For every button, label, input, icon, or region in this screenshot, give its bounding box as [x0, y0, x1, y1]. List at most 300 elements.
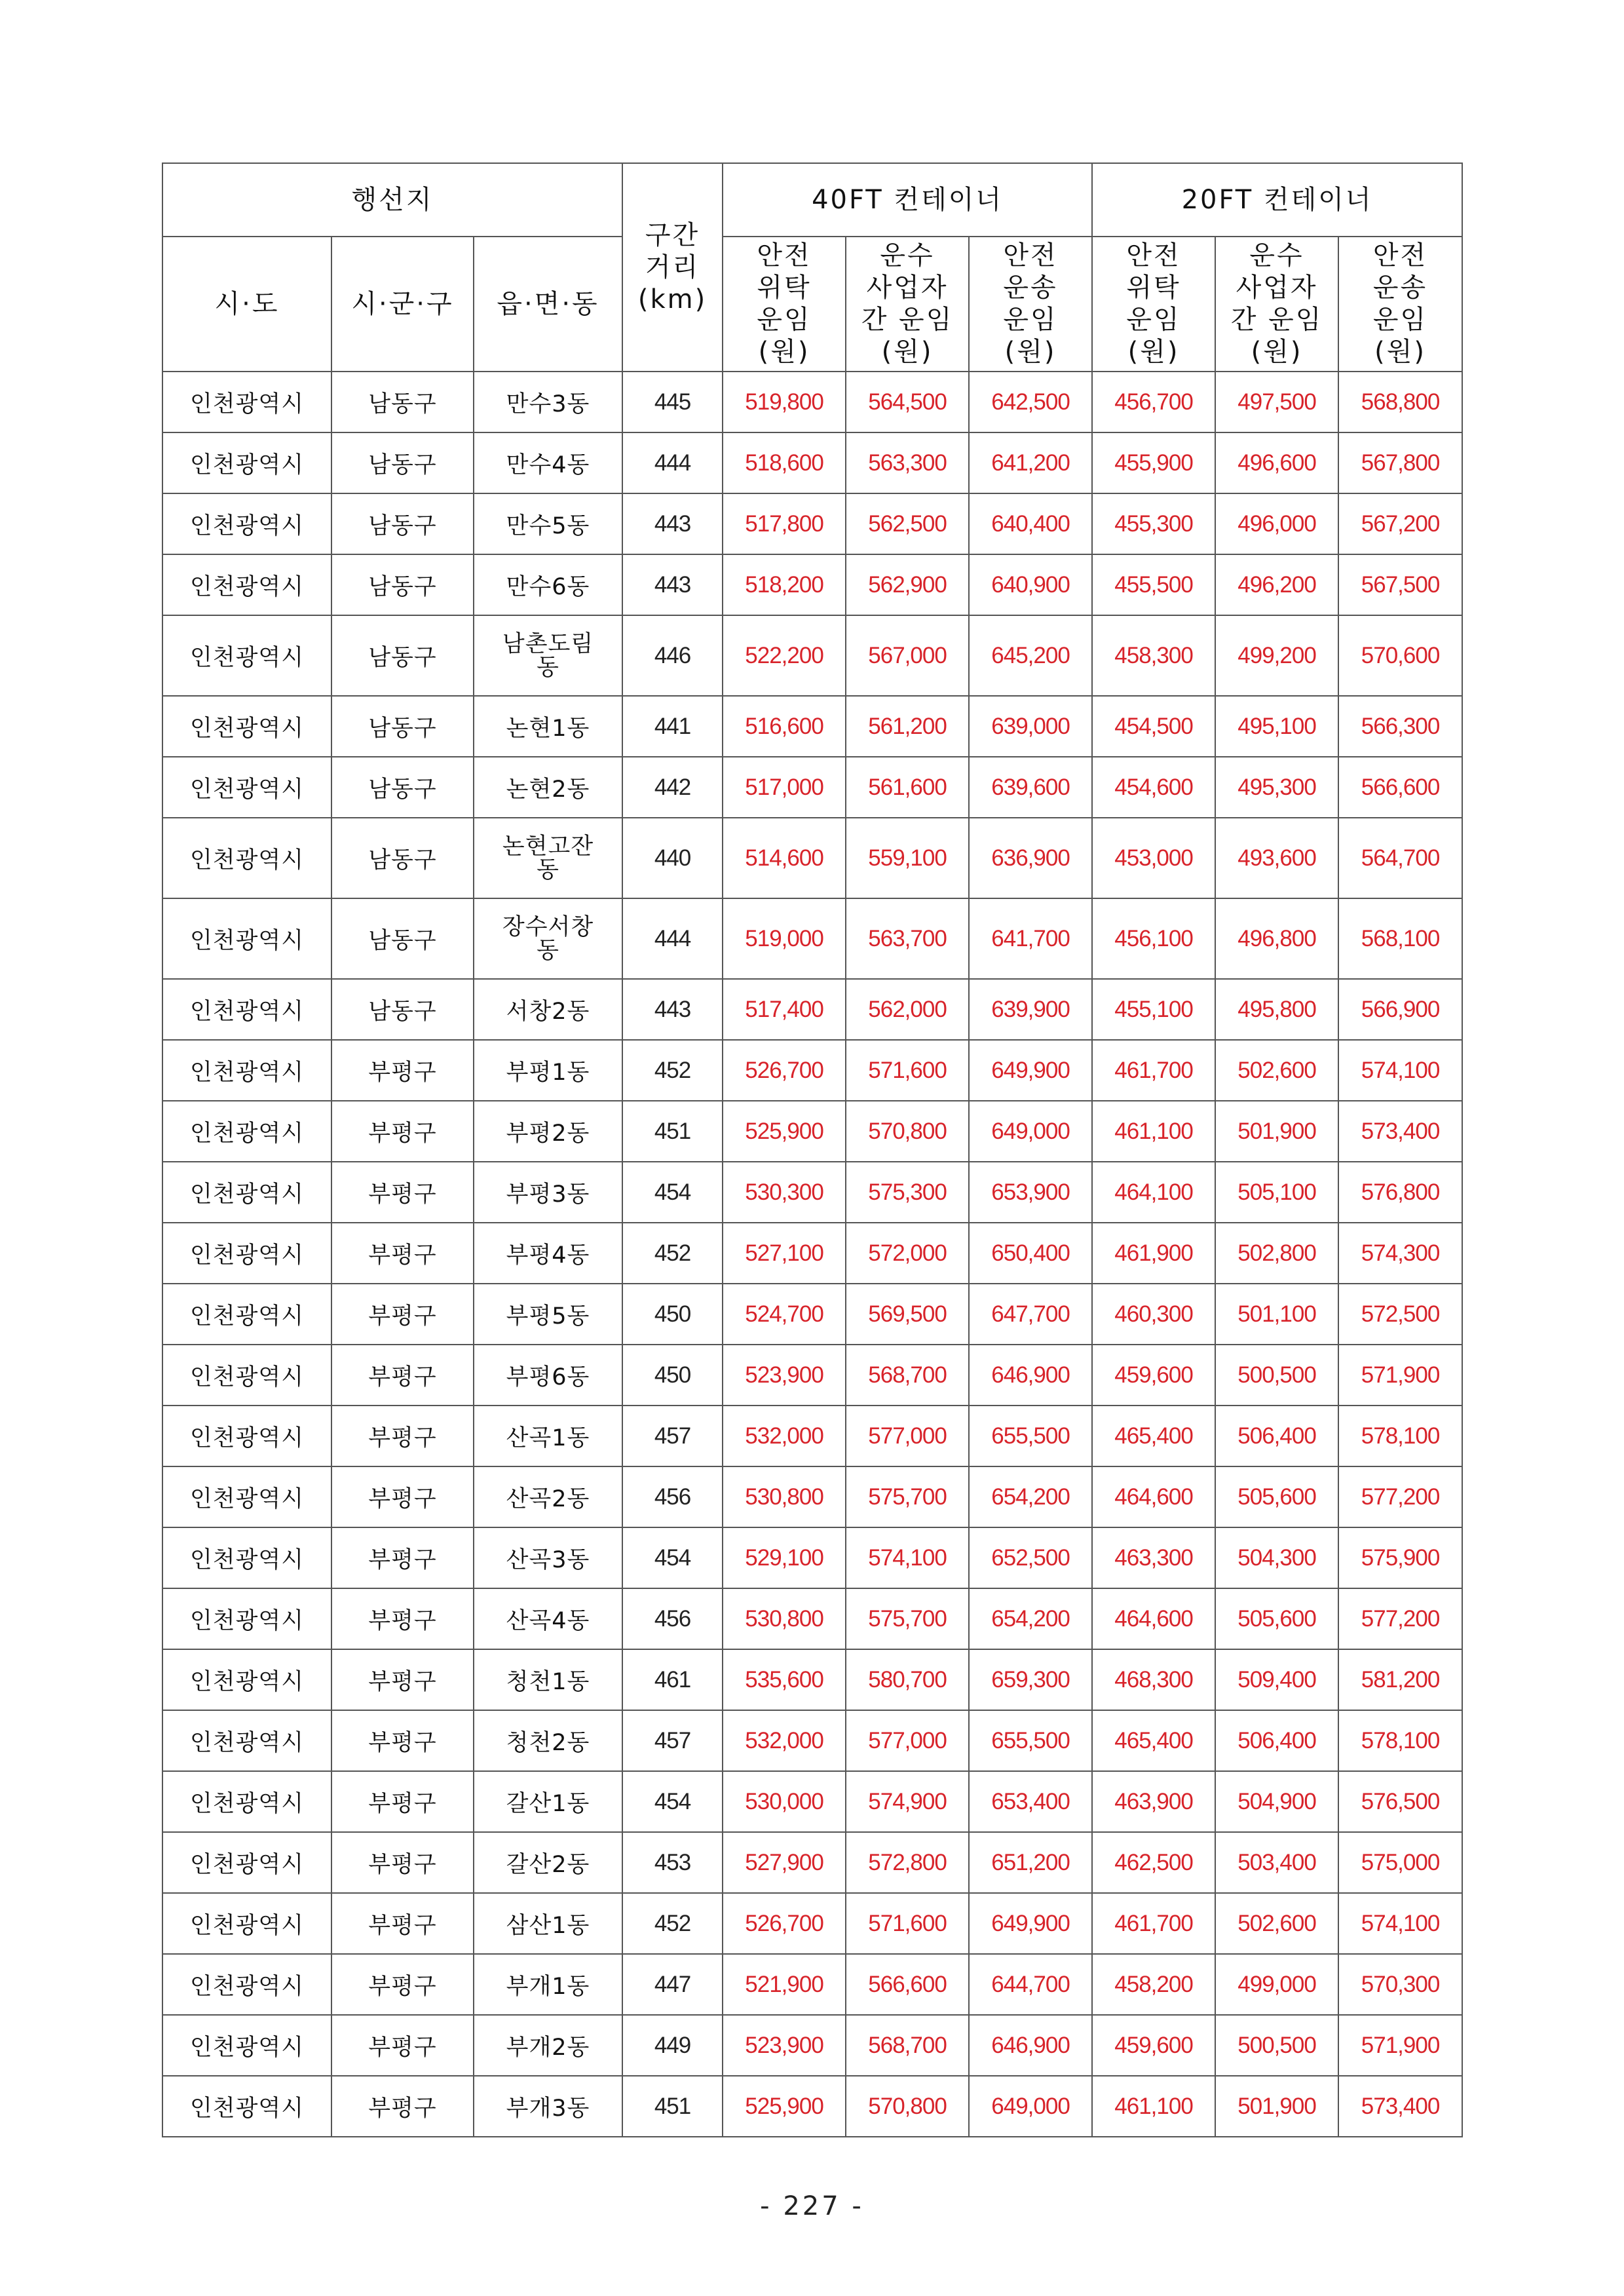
- cell-sido: 인천광역시: [162, 372, 331, 432]
- table-header: [162, 163, 1462, 372]
- cell-eupmyeondong: 만수4동: [474, 432, 622, 493]
- cell-40ft-inter-carrier-rate: 575,300: [846, 1162, 969, 1223]
- header-20ft-container: 20FT 컨테이너: [1092, 163, 1462, 237]
- cell-20ft-inter-carrier-rate: 501,100: [1215, 1284, 1338, 1345]
- cell-eupmyeondong: 부평1동: [474, 1040, 622, 1101]
- cell-20ft-safe-consignment-rate: 459,600: [1092, 1345, 1215, 1406]
- cell-sigungu: 남동구: [331, 372, 474, 432]
- cell-20ft-inter-carrier-rate: 502,600: [1215, 1893, 1338, 1954]
- cell-sigungu: 부평구: [331, 1710, 474, 1771]
- cell-sido: 인천광역시: [162, 554, 331, 615]
- cell-40ft-safe-transport-rate: 644,700: [969, 1954, 1092, 2015]
- cell-40ft-safe-consignment-rate: 517,800: [723, 493, 846, 554]
- cell-eupmyeondong: 부평2동: [474, 1101, 622, 1162]
- cell-sigungu: 부평구: [331, 1832, 474, 1893]
- cell-sigungu: 부평구: [331, 1345, 474, 1406]
- cell-20ft-safe-transport-rate: 566,600: [1338, 757, 1462, 818]
- cell-40ft-safe-consignment-rate: 532,000: [723, 1710, 846, 1771]
- cell-eupmyeondong: 만수6동: [474, 554, 622, 615]
- header-20ft-inter-carrier-rate: 운수 사업자 간 운임 (원): [1215, 237, 1338, 372]
- cell-40ft-safe-consignment-rate: 519,800: [723, 372, 846, 432]
- cell-20ft-inter-carrier-rate: 505,600: [1215, 1466, 1338, 1527]
- cell-20ft-inter-carrier-rate: 500,500: [1215, 1345, 1338, 1406]
- cell-distance-km: 450: [622, 1284, 723, 1345]
- table-row: [162, 554, 1462, 615]
- cell-20ft-safe-consignment-rate: 461,700: [1092, 1040, 1215, 1101]
- cell-sigungu: 부평구: [331, 1588, 474, 1649]
- table-row: [162, 1954, 1462, 2015]
- cell-sido: 인천광역시: [162, 1954, 331, 2015]
- cell-20ft-safe-transport-rate: 571,900: [1338, 2015, 1462, 2076]
- cell-sigungu: 남동구: [331, 696, 474, 757]
- cell-20ft-safe-transport-rate: 572,500: [1338, 1284, 1462, 1345]
- cell-20ft-inter-carrier-rate: 497,500: [1215, 372, 1338, 432]
- cell-20ft-inter-carrier-rate: 506,400: [1215, 1406, 1338, 1466]
- table-row: [162, 1406, 1462, 1466]
- cell-40ft-safe-consignment-rate: 521,900: [723, 1954, 846, 2015]
- cell-20ft-safe-transport-rate: 567,800: [1338, 432, 1462, 493]
- table-body: [162, 372, 1462, 2137]
- cell-sido: 인천광역시: [162, 1466, 331, 1527]
- cell-distance-km: 452: [622, 1223, 723, 1284]
- table-row: [162, 1466, 1462, 1527]
- cell-distance-km: 449: [622, 2015, 723, 2076]
- cell-sigungu: 남동구: [331, 979, 474, 1040]
- cell-20ft-safe-consignment-rate: 461,700: [1092, 1893, 1215, 1954]
- cell-40ft-safe-transport-rate: 642,500: [969, 372, 1092, 432]
- cell-20ft-safe-consignment-rate: 468,300: [1092, 1649, 1215, 1710]
- cell-20ft-safe-consignment-rate: 456,700: [1092, 372, 1215, 432]
- cell-eupmyeondong: 산곡2동: [474, 1466, 622, 1527]
- cell-20ft-inter-carrier-rate: 501,900: [1215, 2076, 1338, 2137]
- cell-sigungu: 부평구: [331, 1954, 474, 2015]
- cell-sido: 인천광역시: [162, 1771, 331, 1832]
- cell-20ft-safe-consignment-rate: 458,300: [1092, 615, 1215, 696]
- cell-sigungu: 남동구: [331, 818, 474, 898]
- cell-20ft-safe-transport-rate: 577,200: [1338, 1466, 1462, 1527]
- cell-20ft-safe-transport-rate: 576,500: [1338, 1771, 1462, 1832]
- cell-sido: 인천광역시: [162, 1527, 331, 1588]
- freight-rate-table: [162, 163, 1463, 2137]
- cell-20ft-inter-carrier-rate: 503,400: [1215, 1832, 1338, 1893]
- cell-sido: 인천광역시: [162, 818, 331, 898]
- header-distance: 구간 거리 (km): [622, 163, 723, 372]
- cell-sigungu: 남동구: [331, 554, 474, 615]
- cell-eupmyeondong: 청천2동: [474, 1710, 622, 1771]
- cell-20ft-inter-carrier-rate: 495,300: [1215, 757, 1338, 818]
- cell-20ft-safe-consignment-rate: 458,200: [1092, 1954, 1215, 2015]
- cell-eupmyeondong: 논현1동: [474, 696, 622, 757]
- cell-40ft-safe-transport-rate: 652,500: [969, 1527, 1092, 1588]
- table-row: [162, 1710, 1462, 1771]
- cell-40ft-safe-transport-rate: 655,500: [969, 1710, 1092, 1771]
- cell-40ft-safe-consignment-rate: 526,700: [723, 1893, 846, 1954]
- cell-20ft-safe-consignment-rate: 461,100: [1092, 2076, 1215, 2137]
- cell-20ft-inter-carrier-rate: 493,600: [1215, 818, 1338, 898]
- cell-20ft-safe-consignment-rate: 465,400: [1092, 1710, 1215, 1771]
- cell-20ft-safe-consignment-rate: 459,600: [1092, 2015, 1215, 2076]
- cell-20ft-safe-transport-rate: 575,900: [1338, 1527, 1462, 1588]
- cell-40ft-inter-carrier-rate: 575,700: [846, 1588, 969, 1649]
- cell-40ft-inter-carrier-rate: 568,700: [846, 1345, 969, 1406]
- cell-distance-km: 452: [622, 1893, 723, 1954]
- cell-distance-km: 457: [622, 1406, 723, 1466]
- cell-sigungu: 부평구: [331, 1466, 474, 1527]
- cell-40ft-inter-carrier-rate: 575,700: [846, 1466, 969, 1527]
- cell-distance-km: 454: [622, 1771, 723, 1832]
- cell-20ft-safe-consignment-rate: 453,000: [1092, 818, 1215, 898]
- table-row: [162, 1527, 1462, 1588]
- cell-20ft-inter-carrier-rate: 495,800: [1215, 979, 1338, 1040]
- cell-distance-km: 442: [622, 757, 723, 818]
- cell-20ft-safe-transport-rate: 566,300: [1338, 696, 1462, 757]
- cell-20ft-inter-carrier-rate: 499,000: [1215, 1954, 1338, 2015]
- cell-distance-km: 443: [622, 979, 723, 1040]
- cell-eupmyeondong: 청천1동: [474, 1649, 622, 1710]
- cell-40ft-safe-consignment-rate: 529,100: [723, 1527, 846, 1588]
- cell-40ft-safe-transport-rate: 659,300: [969, 1649, 1092, 1710]
- cell-20ft-safe-consignment-rate: 464,600: [1092, 1466, 1215, 1527]
- cell-40ft-safe-transport-rate: 649,000: [969, 2076, 1092, 2137]
- cell-sigungu: 부평구: [331, 1771, 474, 1832]
- cell-40ft-inter-carrier-rate: 574,100: [846, 1527, 969, 1588]
- cell-sido: 인천광역시: [162, 1223, 331, 1284]
- cell-20ft-safe-consignment-rate: 464,100: [1092, 1162, 1215, 1223]
- cell-20ft-inter-carrier-rate: 504,300: [1215, 1527, 1338, 1588]
- table-row: [162, 757, 1462, 818]
- cell-40ft-inter-carrier-rate: 564,500: [846, 372, 969, 432]
- cell-40ft-inter-carrier-rate: 569,500: [846, 1284, 969, 1345]
- cell-20ft-safe-transport-rate: 567,500: [1338, 554, 1462, 615]
- cell-40ft-safe-transport-rate: 647,700: [969, 1284, 1092, 1345]
- cell-20ft-inter-carrier-rate: 502,600: [1215, 1040, 1338, 1101]
- cell-40ft-safe-transport-rate: 646,900: [969, 1345, 1092, 1406]
- table-row: [162, 1771, 1462, 1832]
- cell-20ft-safe-consignment-rate: 456,100: [1092, 898, 1215, 979]
- cell-20ft-safe-consignment-rate: 455,300: [1092, 493, 1215, 554]
- cell-40ft-safe-consignment-rate: 514,600: [723, 818, 846, 898]
- cell-sido: 인천광역시: [162, 898, 331, 979]
- cell-distance-km: 456: [622, 1588, 723, 1649]
- cell-sido: 인천광역시: [162, 2076, 331, 2137]
- cell-40ft-safe-transport-rate: 641,700: [969, 898, 1092, 979]
- cell-sido: 인천광역시: [162, 1040, 331, 1101]
- cell-40ft-safe-consignment-rate: 523,900: [723, 2015, 846, 2076]
- header-eupmyeondong: 읍·면·동: [474, 237, 622, 372]
- cell-20ft-safe-consignment-rate: 461,900: [1092, 1223, 1215, 1284]
- cell-40ft-inter-carrier-rate: 563,700: [846, 898, 969, 979]
- cell-40ft-safe-transport-rate: 653,400: [969, 1771, 1092, 1832]
- header-40ft-safe-consignment-rate: 안전 위탁 운임 (원): [723, 237, 846, 372]
- cell-20ft-inter-carrier-rate: 501,900: [1215, 1101, 1338, 1162]
- cell-20ft-safe-consignment-rate: 455,900: [1092, 432, 1215, 493]
- cell-20ft-safe-transport-rate: 573,400: [1338, 1101, 1462, 1162]
- cell-40ft-safe-consignment-rate: 524,700: [723, 1284, 846, 1345]
- cell-20ft-safe-consignment-rate: 464,600: [1092, 1588, 1215, 1649]
- cell-eupmyeondong: 갈산1동: [474, 1771, 622, 1832]
- cell-40ft-inter-carrier-rate: 570,800: [846, 2076, 969, 2137]
- table-row: [162, 696, 1462, 757]
- header-20ft-safe-transport-rate: 안전 운송 운임 (원): [1338, 237, 1462, 372]
- cell-sigungu: 남동구: [331, 432, 474, 493]
- cell-40ft-safe-consignment-rate: 530,800: [723, 1588, 846, 1649]
- cell-sigungu: 부평구: [331, 1040, 474, 1101]
- cell-20ft-safe-consignment-rate: 460,300: [1092, 1284, 1215, 1345]
- cell-20ft-safe-consignment-rate: 463,900: [1092, 1771, 1215, 1832]
- cell-40ft-safe-transport-rate: 639,900: [969, 979, 1092, 1040]
- page-number: - 227 -: [760, 2191, 864, 2221]
- cell-sido: 인천광역시: [162, 757, 331, 818]
- cell-40ft-safe-transport-rate: 651,200: [969, 1832, 1092, 1893]
- cell-sido: 인천광역시: [162, 1162, 331, 1223]
- cell-40ft-safe-consignment-rate: 525,900: [723, 2076, 846, 2137]
- cell-20ft-safe-consignment-rate: 461,100: [1092, 1101, 1215, 1162]
- table-row: [162, 2076, 1462, 2137]
- cell-distance-km: 453: [622, 1832, 723, 1893]
- cell-20ft-inter-carrier-rate: 496,600: [1215, 432, 1338, 493]
- cell-40ft-safe-consignment-rate: 522,200: [723, 615, 846, 696]
- cell-40ft-safe-transport-rate: 653,900: [969, 1162, 1092, 1223]
- cell-eupmyeondong: 부개2동: [474, 2015, 622, 2076]
- cell-distance-km: 457: [622, 1710, 723, 1771]
- cell-40ft-inter-carrier-rate: 562,000: [846, 979, 969, 1040]
- cell-distance-km: 444: [622, 432, 723, 493]
- cell-eupmyeondong: 남촌도림 동: [474, 615, 622, 696]
- cell-20ft-inter-carrier-rate: 504,900: [1215, 1771, 1338, 1832]
- cell-20ft-safe-transport-rate: 570,600: [1338, 615, 1462, 696]
- cell-40ft-inter-carrier-rate: 562,900: [846, 554, 969, 615]
- cell-sido: 인천광역시: [162, 696, 331, 757]
- cell-40ft-inter-carrier-rate: 568,700: [846, 2015, 969, 2076]
- cell-20ft-safe-consignment-rate: 454,600: [1092, 757, 1215, 818]
- cell-40ft-safe-consignment-rate: 527,100: [723, 1223, 846, 1284]
- table-row: [162, 1040, 1462, 1101]
- table-row: [162, 432, 1462, 493]
- cell-20ft-inter-carrier-rate: 509,400: [1215, 1649, 1338, 1710]
- cell-20ft-safe-transport-rate: 578,100: [1338, 1710, 1462, 1771]
- table-row: [162, 979, 1462, 1040]
- cell-40ft-inter-carrier-rate: 561,600: [846, 757, 969, 818]
- cell-40ft-safe-consignment-rate: 527,900: [723, 1832, 846, 1893]
- cell-40ft-safe-transport-rate: 654,200: [969, 1588, 1092, 1649]
- cell-20ft-inter-carrier-rate: 502,800: [1215, 1223, 1338, 1284]
- cell-distance-km: 451: [622, 1101, 723, 1162]
- cell-distance-km: 443: [622, 554, 723, 615]
- cell-40ft-safe-transport-rate: 649,900: [969, 1893, 1092, 1954]
- cell-eupmyeondong: 장수서창 동: [474, 898, 622, 979]
- header-40ft-inter-carrier-rate: 운수 사업자 간 운임 (원): [846, 237, 969, 372]
- cell-sido: 인천광역시: [162, 1649, 331, 1710]
- cell-20ft-safe-transport-rate: 567,200: [1338, 493, 1462, 554]
- table-row: [162, 1345, 1462, 1406]
- cell-sigungu: 부평구: [331, 1284, 474, 1345]
- cell-sido: 인천광역시: [162, 1710, 331, 1771]
- table-row: [162, 1101, 1462, 1162]
- cell-20ft-safe-transport-rate: 570,300: [1338, 1954, 1462, 2015]
- cell-eupmyeondong: 만수3동: [474, 372, 622, 432]
- cell-distance-km: 440: [622, 818, 723, 898]
- cell-eupmyeondong: 부평6동: [474, 1345, 622, 1406]
- cell-40ft-safe-consignment-rate: 525,900: [723, 1101, 846, 1162]
- cell-40ft-inter-carrier-rate: 562,500: [846, 493, 969, 554]
- cell-20ft-safe-transport-rate: 574,100: [1338, 1893, 1462, 1954]
- header-20ft-safe-consignment-rate: 안전 위탁 운임 (원): [1092, 237, 1215, 372]
- cell-sido: 인천광역시: [162, 432, 331, 493]
- cell-40ft-safe-consignment-rate: 530,300: [723, 1162, 846, 1223]
- cell-sigungu: 부평구: [331, 1223, 474, 1284]
- cell-40ft-safe-consignment-rate: 517,400: [723, 979, 846, 1040]
- cell-sido: 인천광역시: [162, 1406, 331, 1466]
- table-row: [162, 372, 1462, 432]
- cell-sigungu: 부평구: [331, 1406, 474, 1466]
- cell-40ft-safe-transport-rate: 640,900: [969, 554, 1092, 615]
- cell-sigungu: 부평구: [331, 1527, 474, 1588]
- cell-40ft-safe-consignment-rate: 523,900: [723, 1345, 846, 1406]
- table-row: [162, 1223, 1462, 1284]
- cell-20ft-inter-carrier-rate: 500,500: [1215, 2015, 1338, 2076]
- cell-sigungu: 부평구: [331, 2076, 474, 2137]
- cell-sigungu: 부평구: [331, 2015, 474, 2076]
- cell-sigungu: 부평구: [331, 1893, 474, 1954]
- cell-sido: 인천광역시: [162, 493, 331, 554]
- cell-40ft-safe-consignment-rate: 530,800: [723, 1466, 846, 1527]
- cell-20ft-inter-carrier-rate: 496,000: [1215, 493, 1338, 554]
- cell-sigungu: 부평구: [331, 1162, 474, 1223]
- cell-20ft-safe-transport-rate: 568,100: [1338, 898, 1462, 979]
- cell-40ft-safe-transport-rate: 655,500: [969, 1406, 1092, 1466]
- cell-40ft-safe-transport-rate: 639,600: [969, 757, 1092, 818]
- cell-distance-km: 450: [622, 1345, 723, 1406]
- cell-20ft-safe-consignment-rate: 463,300: [1092, 1527, 1215, 1588]
- cell-eupmyeondong: 산곡3동: [474, 1527, 622, 1588]
- cell-40ft-safe-consignment-rate: 526,700: [723, 1040, 846, 1101]
- cell-40ft-inter-carrier-rate: 572,000: [846, 1223, 969, 1284]
- cell-20ft-safe-consignment-rate: 455,100: [1092, 979, 1215, 1040]
- cell-40ft-inter-carrier-rate: 566,600: [846, 1954, 969, 2015]
- cell-eupmyeondong: 부개1동: [474, 1954, 622, 2015]
- table-row: [162, 493, 1462, 554]
- table-row: [162, 1588, 1462, 1649]
- cell-20ft-safe-transport-rate: 577,200: [1338, 1588, 1462, 1649]
- cell-sigungu: 부평구: [331, 1649, 474, 1710]
- table-row: [162, 1832, 1462, 1893]
- cell-20ft-inter-carrier-rate: 499,200: [1215, 615, 1338, 696]
- cell-20ft-safe-transport-rate: 566,900: [1338, 979, 1462, 1040]
- cell-sigungu: 부평구: [331, 1101, 474, 1162]
- cell-40ft-safe-consignment-rate: 535,600: [723, 1649, 846, 1710]
- cell-distance-km: 446: [622, 615, 723, 696]
- cell-40ft-safe-transport-rate: 646,900: [969, 2015, 1092, 2076]
- cell-sido: 인천광역시: [162, 1284, 331, 1345]
- table-row: [162, 1649, 1462, 1710]
- cell-eupmyeondong: 논현고잔 동: [474, 818, 622, 898]
- cell-sigungu: 남동구: [331, 615, 474, 696]
- cell-40ft-safe-consignment-rate: 518,200: [723, 554, 846, 615]
- cell-distance-km: 454: [622, 1162, 723, 1223]
- cell-distance-km: 451: [622, 2076, 723, 2137]
- cell-40ft-inter-carrier-rate: 577,000: [846, 1406, 969, 1466]
- cell-20ft-safe-consignment-rate: 455,500: [1092, 554, 1215, 615]
- cell-40ft-inter-carrier-rate: 567,000: [846, 615, 969, 696]
- cell-40ft-inter-carrier-rate: 571,600: [846, 1893, 969, 1954]
- cell-eupmyeondong: 갈산2동: [474, 1832, 622, 1893]
- cell-20ft-inter-carrier-rate: 495,100: [1215, 696, 1338, 757]
- cell-40ft-inter-carrier-rate: 574,900: [846, 1771, 969, 1832]
- cell-eupmyeondong: 부평4동: [474, 1223, 622, 1284]
- header-sigungu: 시·군·구: [331, 237, 474, 372]
- cell-sigungu: 남동구: [331, 898, 474, 979]
- cell-40ft-safe-transport-rate: 650,400: [969, 1223, 1092, 1284]
- cell-40ft-safe-transport-rate: 640,400: [969, 493, 1092, 554]
- table-row: [162, 2015, 1462, 2076]
- header-40ft-safe-transport-rate: 안전 운송 운임 (원): [969, 237, 1092, 372]
- cell-eupmyeondong: 만수5동: [474, 493, 622, 554]
- cell-sido: 인천광역시: [162, 1345, 331, 1406]
- cell-40ft-inter-carrier-rate: 563,300: [846, 432, 969, 493]
- cell-40ft-safe-consignment-rate: 532,000: [723, 1406, 846, 1466]
- cell-20ft-inter-carrier-rate: 496,800: [1215, 898, 1338, 979]
- cell-20ft-safe-transport-rate: 576,800: [1338, 1162, 1462, 1223]
- cell-eupmyeondong: 삼산1동: [474, 1893, 622, 1954]
- cell-20ft-safe-transport-rate: 568,800: [1338, 372, 1462, 432]
- cell-eupmyeondong: 산곡1동: [474, 1406, 622, 1466]
- header-destination: 행선지: [162, 163, 622, 237]
- table-row: [162, 898, 1462, 979]
- cell-40ft-safe-consignment-rate: 517,000: [723, 757, 846, 818]
- cell-distance-km: 445: [622, 372, 723, 432]
- cell-20ft-inter-carrier-rate: 496,200: [1215, 554, 1338, 615]
- cell-20ft-safe-transport-rate: 581,200: [1338, 1649, 1462, 1710]
- cell-sido: 인천광역시: [162, 1101, 331, 1162]
- cell-40ft-inter-carrier-rate: 572,800: [846, 1832, 969, 1893]
- cell-sido: 인천광역시: [162, 1893, 331, 1954]
- cell-distance-km: 441: [622, 696, 723, 757]
- cell-40ft-inter-carrier-rate: 570,800: [846, 1101, 969, 1162]
- cell-distance-km: 447: [622, 1954, 723, 2015]
- cell-40ft-safe-consignment-rate: 519,000: [723, 898, 846, 979]
- cell-distance-km: 461: [622, 1649, 723, 1710]
- table-row: [162, 615, 1462, 696]
- cell-40ft-safe-transport-rate: 645,200: [969, 615, 1092, 696]
- cell-40ft-safe-transport-rate: 639,000: [969, 696, 1092, 757]
- cell-20ft-safe-transport-rate: 564,700: [1338, 818, 1462, 898]
- cell-20ft-safe-consignment-rate: 465,400: [1092, 1406, 1215, 1466]
- cell-distance-km: 443: [622, 493, 723, 554]
- cell-40ft-safe-transport-rate: 636,900: [969, 818, 1092, 898]
- cell-distance-km: 444: [622, 898, 723, 979]
- cell-eupmyeondong: 부평3동: [474, 1162, 622, 1223]
- cell-sigungu: 남동구: [331, 757, 474, 818]
- table-row: [162, 1284, 1462, 1345]
- cell-40ft-safe-transport-rate: 649,000: [969, 1101, 1092, 1162]
- header-40ft-container: 40FT 컨테이너: [723, 163, 1092, 237]
- table-row: [162, 818, 1462, 898]
- header-sido: 시·도: [162, 237, 331, 372]
- cell-eupmyeondong: 서창2동: [474, 979, 622, 1040]
- cell-40ft-inter-carrier-rate: 577,000: [846, 1710, 969, 1771]
- cell-20ft-inter-carrier-rate: 505,600: [1215, 1588, 1338, 1649]
- cell-eupmyeondong: 부평5동: [474, 1284, 622, 1345]
- cell-20ft-safe-transport-rate: 575,000: [1338, 1832, 1462, 1893]
- cell-40ft-safe-consignment-rate: 518,600: [723, 432, 846, 493]
- cell-20ft-inter-carrier-rate: 505,100: [1215, 1162, 1338, 1223]
- cell-20ft-safe-transport-rate: 574,100: [1338, 1040, 1462, 1101]
- cell-sido: 인천광역시: [162, 2015, 331, 2076]
- cell-20ft-safe-transport-rate: 574,300: [1338, 1223, 1462, 1284]
- cell-40ft-safe-transport-rate: 654,200: [969, 1466, 1092, 1527]
- cell-sido: 인천광역시: [162, 1832, 331, 1893]
- cell-20ft-safe-transport-rate: 578,100: [1338, 1406, 1462, 1466]
